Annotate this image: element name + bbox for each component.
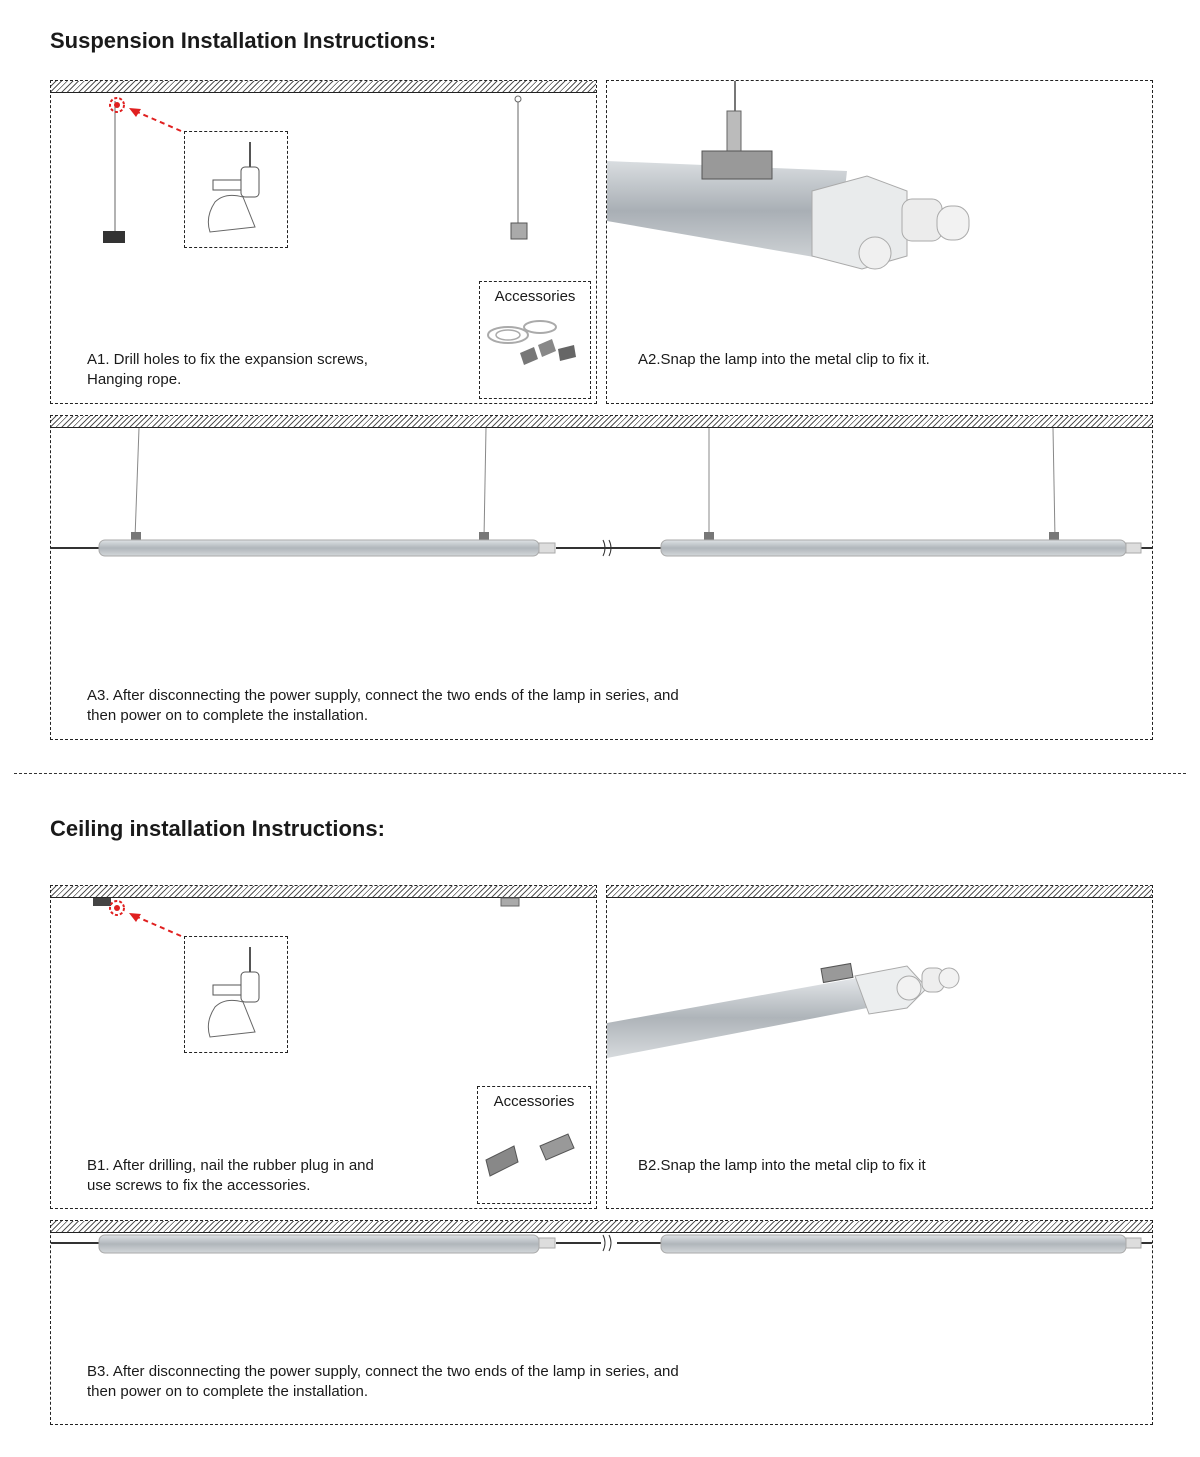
panel-b1 [50,885,597,1209]
b1-illustration [51,896,596,956]
accessories-label: Accessories [493,1093,575,1110]
ceiling-hatch [51,416,1152,428]
suspension-heading: Suspension Installation Instructions: [50,28,437,53]
b3-caption: B3. After disconnecting the power supply, connect the two ends of the lamp in series, and then power on to complete the installation. [87,1363,679,1400]
panel-a3 [50,415,1153,740]
ceiling-hatch [51,81,596,93]
a3-caption: A3. After disconnecting the power supply, connect the two ends of the lamp in series, and then power on to complete the installation. [87,687,679,724]
a2-caption: A2.Snap the lamp into the metal clip to fix it. [638,351,930,368]
b2-caption: B2.Snap the lamp into the metal clip to fix it [638,1157,926,1174]
b3-series-illustration [51,1231,1152,1271]
panel-a2 [606,80,1153,404]
drill-inset [184,131,288,248]
accessories-icon [480,305,588,385]
b1-caption: B1. After drilling, nail the rubber plug in and use screws to fix the accessories. [87,1157,374,1194]
panel-b3 [50,1220,1153,1425]
panel-a1 [50,80,597,404]
accessories-box-a [479,281,591,399]
clip-brackets-icon [478,1110,588,1190]
b2-lamp-clip-illustration [607,898,1152,1098]
accessories-box-b [477,1086,591,1204]
section-divider [14,773,1186,774]
accessories-label: Accessories [494,288,576,305]
a2-lamp-clip-illustration [607,81,1152,291]
ceiling-heading: Ceiling installation Instructions: [50,816,385,841]
drill-icon [185,937,285,1050]
a3-series-illustration [51,428,1152,598]
a1-caption: A1. Drill holes to fix the expansion screws, Hanging rope. [87,351,368,388]
drill-inset [184,936,288,1053]
drill-icon [185,132,285,245]
ceiling-hatch [607,886,1152,898]
panel-b2 [606,885,1153,1209]
